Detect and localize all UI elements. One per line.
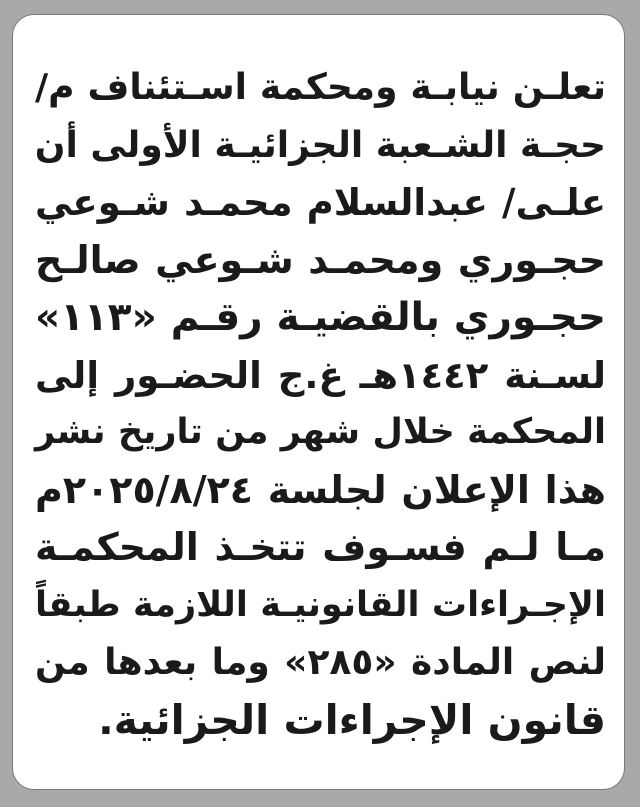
- notice-card: [12, 14, 625, 790]
- notice-line: مـا لـم فسـوف تتخـذ المحكمـة: [35, 525, 606, 569]
- notice-line: هذا الإعلان لجلسة ٢٠٢٥/٨/٢٤م: [35, 467, 606, 512]
- notice-line: علـى/ عبدالسلام محمـد شـوعي: [35, 181, 606, 224]
- notice-line: الإجـراءات القانونيـة اللازمة طبقاً: [35, 584, 606, 625]
- notice-body: [35, 59, 606, 749]
- notice-line: المحكمة خلال شهر من تاريخ نشر: [35, 412, 606, 452]
- notice-line: تعلـن نيابـة ومحكمة اسـتئناف م/: [35, 67, 606, 108]
- notice-line: حجـوري ومحمـد شـوعي صالـح: [35, 237, 606, 282]
- notice-line: لسـنة ١٤٤٢هـ غ.ج الحضـور إلى: [35, 353, 606, 397]
- notice-line: قانون الإجراءات الجزائية.: [98, 695, 606, 744]
- notice-line: حجـوري بالقضيـة رقـم «١١٣»: [35, 295, 606, 340]
- notice-line: لنص المادة «٢٨٥» وما بعدها من: [35, 642, 606, 683]
- notice-line: حجـة الشـعبة الجزائيـة الأولى أن: [34, 124, 606, 166]
